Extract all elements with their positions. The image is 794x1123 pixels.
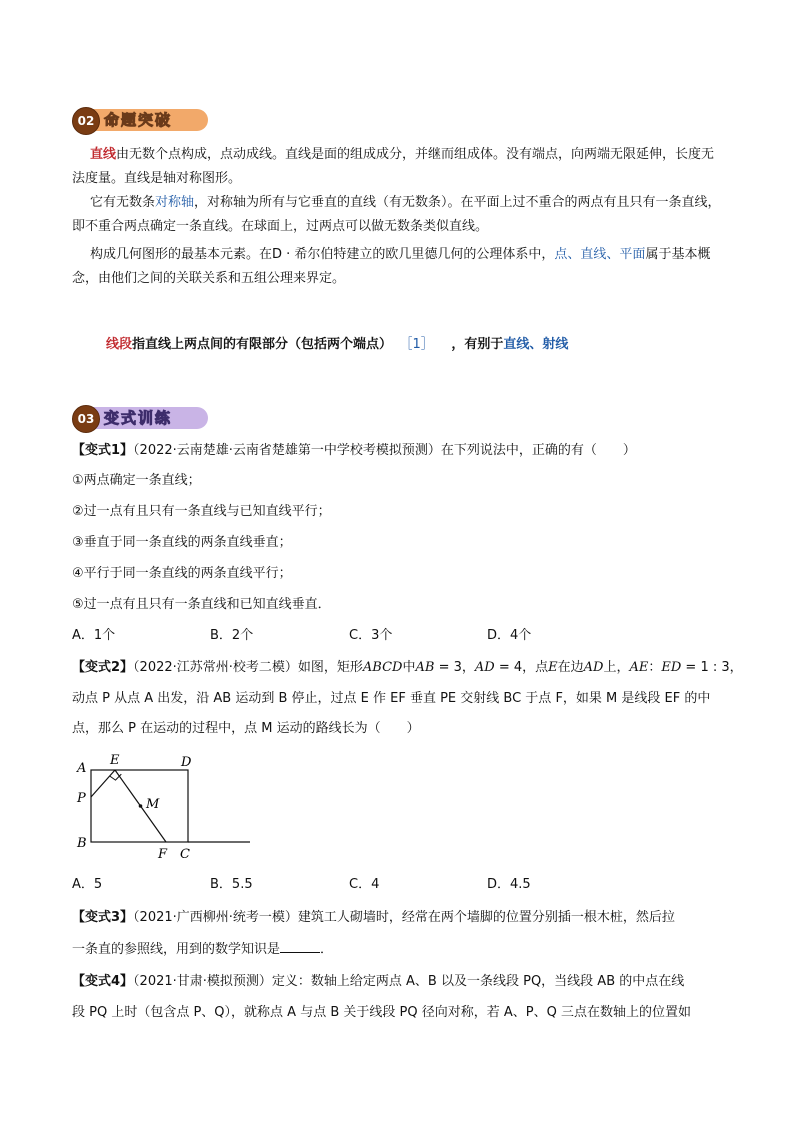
answer-blank[interactable] bbox=[280, 940, 320, 953]
label-a: A bbox=[77, 761, 87, 776]
term-line: 直线 bbox=[90, 147, 117, 162]
label-d: D bbox=[181, 755, 192, 770]
section-number-02: 02 bbox=[72, 107, 100, 135]
section-banner-02 bbox=[72, 107, 214, 135]
question-text: 上， bbox=[603, 660, 630, 675]
label-e: E bbox=[110, 753, 120, 768]
question-label: 【变式1】 bbox=[72, 443, 134, 458]
choice-d[interactable]: D．4个 bbox=[487, 628, 532, 643]
question-text: （2021·广西柳州·统考一模）建筑工人砌墙时，经常在两个墙脚的位置分别插一根木桩，然后拉 bbox=[133, 910, 675, 925]
term-segment: 线段 bbox=[106, 337, 133, 352]
label-p: P bbox=[77, 791, 86, 806]
choice-b[interactable]: B．2个 bbox=[210, 628, 254, 643]
section-title-02: 命题突破 bbox=[90, 109, 208, 131]
math-var: E bbox=[548, 660, 558, 675]
label-m: M bbox=[146, 797, 160, 812]
choice-d[interactable]: D．4.5 bbox=[487, 877, 531, 892]
question-1-item-1: ①两点确定一条直线； bbox=[72, 473, 201, 488]
segment-pe bbox=[91, 770, 115, 797]
question-label: 【变式3】 bbox=[72, 910, 134, 925]
choice-b[interactable]: B．5.5 bbox=[210, 877, 253, 892]
paragraph-text: 它有无数条 bbox=[90, 195, 156, 210]
math-var: ED bbox=[661, 660, 682, 675]
term-basic-concepts: 点、直线、平面 bbox=[554, 247, 646, 262]
question-2-line-3: 点，那么 P 在运动的过程中，点 M 运动的路线长为（ ） bbox=[72, 721, 420, 736]
question-label: 【变式4】 bbox=[72, 974, 134, 989]
question-label: 【变式2】 bbox=[72, 660, 134, 675]
paragraph-text: 由无数个点构成，点动成线。直线是面的组成成分，并继而组成体。没有端点，向两端无限延伸，长度无法度量。直线是轴对称图形。 bbox=[72, 147, 715, 186]
question-text: 一条直的参照线，用到的数学知识是 bbox=[72, 942, 281, 957]
question-3-line-2 bbox=[72, 940, 732, 960]
choice-a[interactable]: A．5 bbox=[72, 877, 103, 892]
question-text: = 4，点 bbox=[494, 660, 549, 675]
label-f: F bbox=[158, 847, 168, 862]
paragraph-hilbert bbox=[72, 243, 726, 291]
question-text: ： bbox=[648, 660, 662, 675]
question-4-line-1 bbox=[72, 972, 732, 992]
question-text: （2021·甘肃·模拟预测）定义：数轴上给定两点 A、B 以及一条线段 PQ，当线段 AB 的中点在线 bbox=[133, 974, 685, 989]
point-m bbox=[139, 804, 143, 808]
paragraph-line-definition bbox=[72, 143, 726, 191]
question-text: = 3， bbox=[434, 660, 475, 675]
question-1-item-2: ②过一点有且只有一条直线与已知直线平行； bbox=[72, 504, 331, 519]
citation-link[interactable]: ［1］ bbox=[406, 337, 428, 352]
choice-c[interactable]: C．3个 bbox=[349, 628, 393, 643]
choice-c[interactable]: C．4 bbox=[349, 877, 380, 892]
question-text: ． bbox=[320, 942, 334, 957]
section-number-03: 03 bbox=[72, 405, 100, 433]
math-var: AD bbox=[583, 660, 604, 675]
question-text: 中 bbox=[402, 660, 416, 675]
question-2-line-2: 动点 P 从点 A 出发，沿 AB 运动到 B 停止，过点 E 作 EF 垂直 PE 交射线 BC 于点 F，如果 M 是线段 EF 的中 bbox=[72, 691, 711, 706]
paragraph-text: ，有别于 bbox=[451, 337, 504, 352]
question-text: （2022·云南楚雄·云南省楚雄第一中学校考模拟预测）在下列说法中，正确的有（ ） bbox=[133, 443, 636, 458]
choice-a[interactable]: A．1个 bbox=[72, 628, 116, 643]
term-line-ray[interactable]: 直线、射线 bbox=[503, 337, 569, 352]
paragraph-text: 指直线上两点间的有限部分（包括两个端点） bbox=[132, 337, 393, 352]
label-b: B bbox=[77, 836, 87, 851]
section-title-03: 变式训练 bbox=[90, 407, 208, 429]
label-c: C bbox=[180, 847, 190, 862]
question-1-item-4: ④平行于同一条直线的两条直线平行； bbox=[72, 566, 292, 581]
term-symmetry-axis: 对称轴 bbox=[155, 195, 195, 210]
paragraph-segment bbox=[106, 335, 766, 355]
question-1-item-3: ③垂直于同一条直线的两条直线垂直； bbox=[72, 535, 292, 550]
math-var: ABCD bbox=[362, 660, 403, 675]
paragraph-text: ，对称轴为所有与它垂直的直线（有无数条）。在平面上过不重合的两点有且只有一条直线，即不重合两点确定一条直线。在球面上，过两点可以做无数条类似直线。 bbox=[72, 195, 721, 234]
math-var: AE bbox=[629, 660, 649, 675]
question-2-figure bbox=[70, 752, 260, 864]
question-text: （2022·江苏常州·校考二模）如图，矩形 bbox=[133, 660, 363, 675]
paragraph-text: 构成几何图形的最基本元素。在D · 希尔伯特建立的欧几里德几何的公理体系中， bbox=[90, 247, 555, 262]
paragraph-symmetry bbox=[72, 191, 726, 239]
section-banner-03 bbox=[72, 405, 214, 433]
question-1-item-5: ⑤过一点有且只有一条直线和已知直线垂直． bbox=[72, 597, 331, 612]
paragraph-text: 属于基本概念，由他们之间的关联关系和五组公理来界定。 bbox=[72, 247, 711, 286]
question-text: = 1 : 3， bbox=[681, 660, 743, 675]
math-var: AB bbox=[415, 660, 435, 675]
question-2-line-1 bbox=[72, 658, 743, 678]
math-var: AD bbox=[474, 660, 495, 675]
question-text: 在边 bbox=[557, 660, 584, 675]
question-3-line-1 bbox=[72, 908, 732, 928]
question-1-stem bbox=[72, 441, 732, 461]
question-4-line-2: 段 PQ 上时（包含点 P、Q），就称点 A 与点 B 关于线段 PQ 径向对称，若 A、P、Q 三点在数轴上的位置如 bbox=[72, 1005, 691, 1020]
